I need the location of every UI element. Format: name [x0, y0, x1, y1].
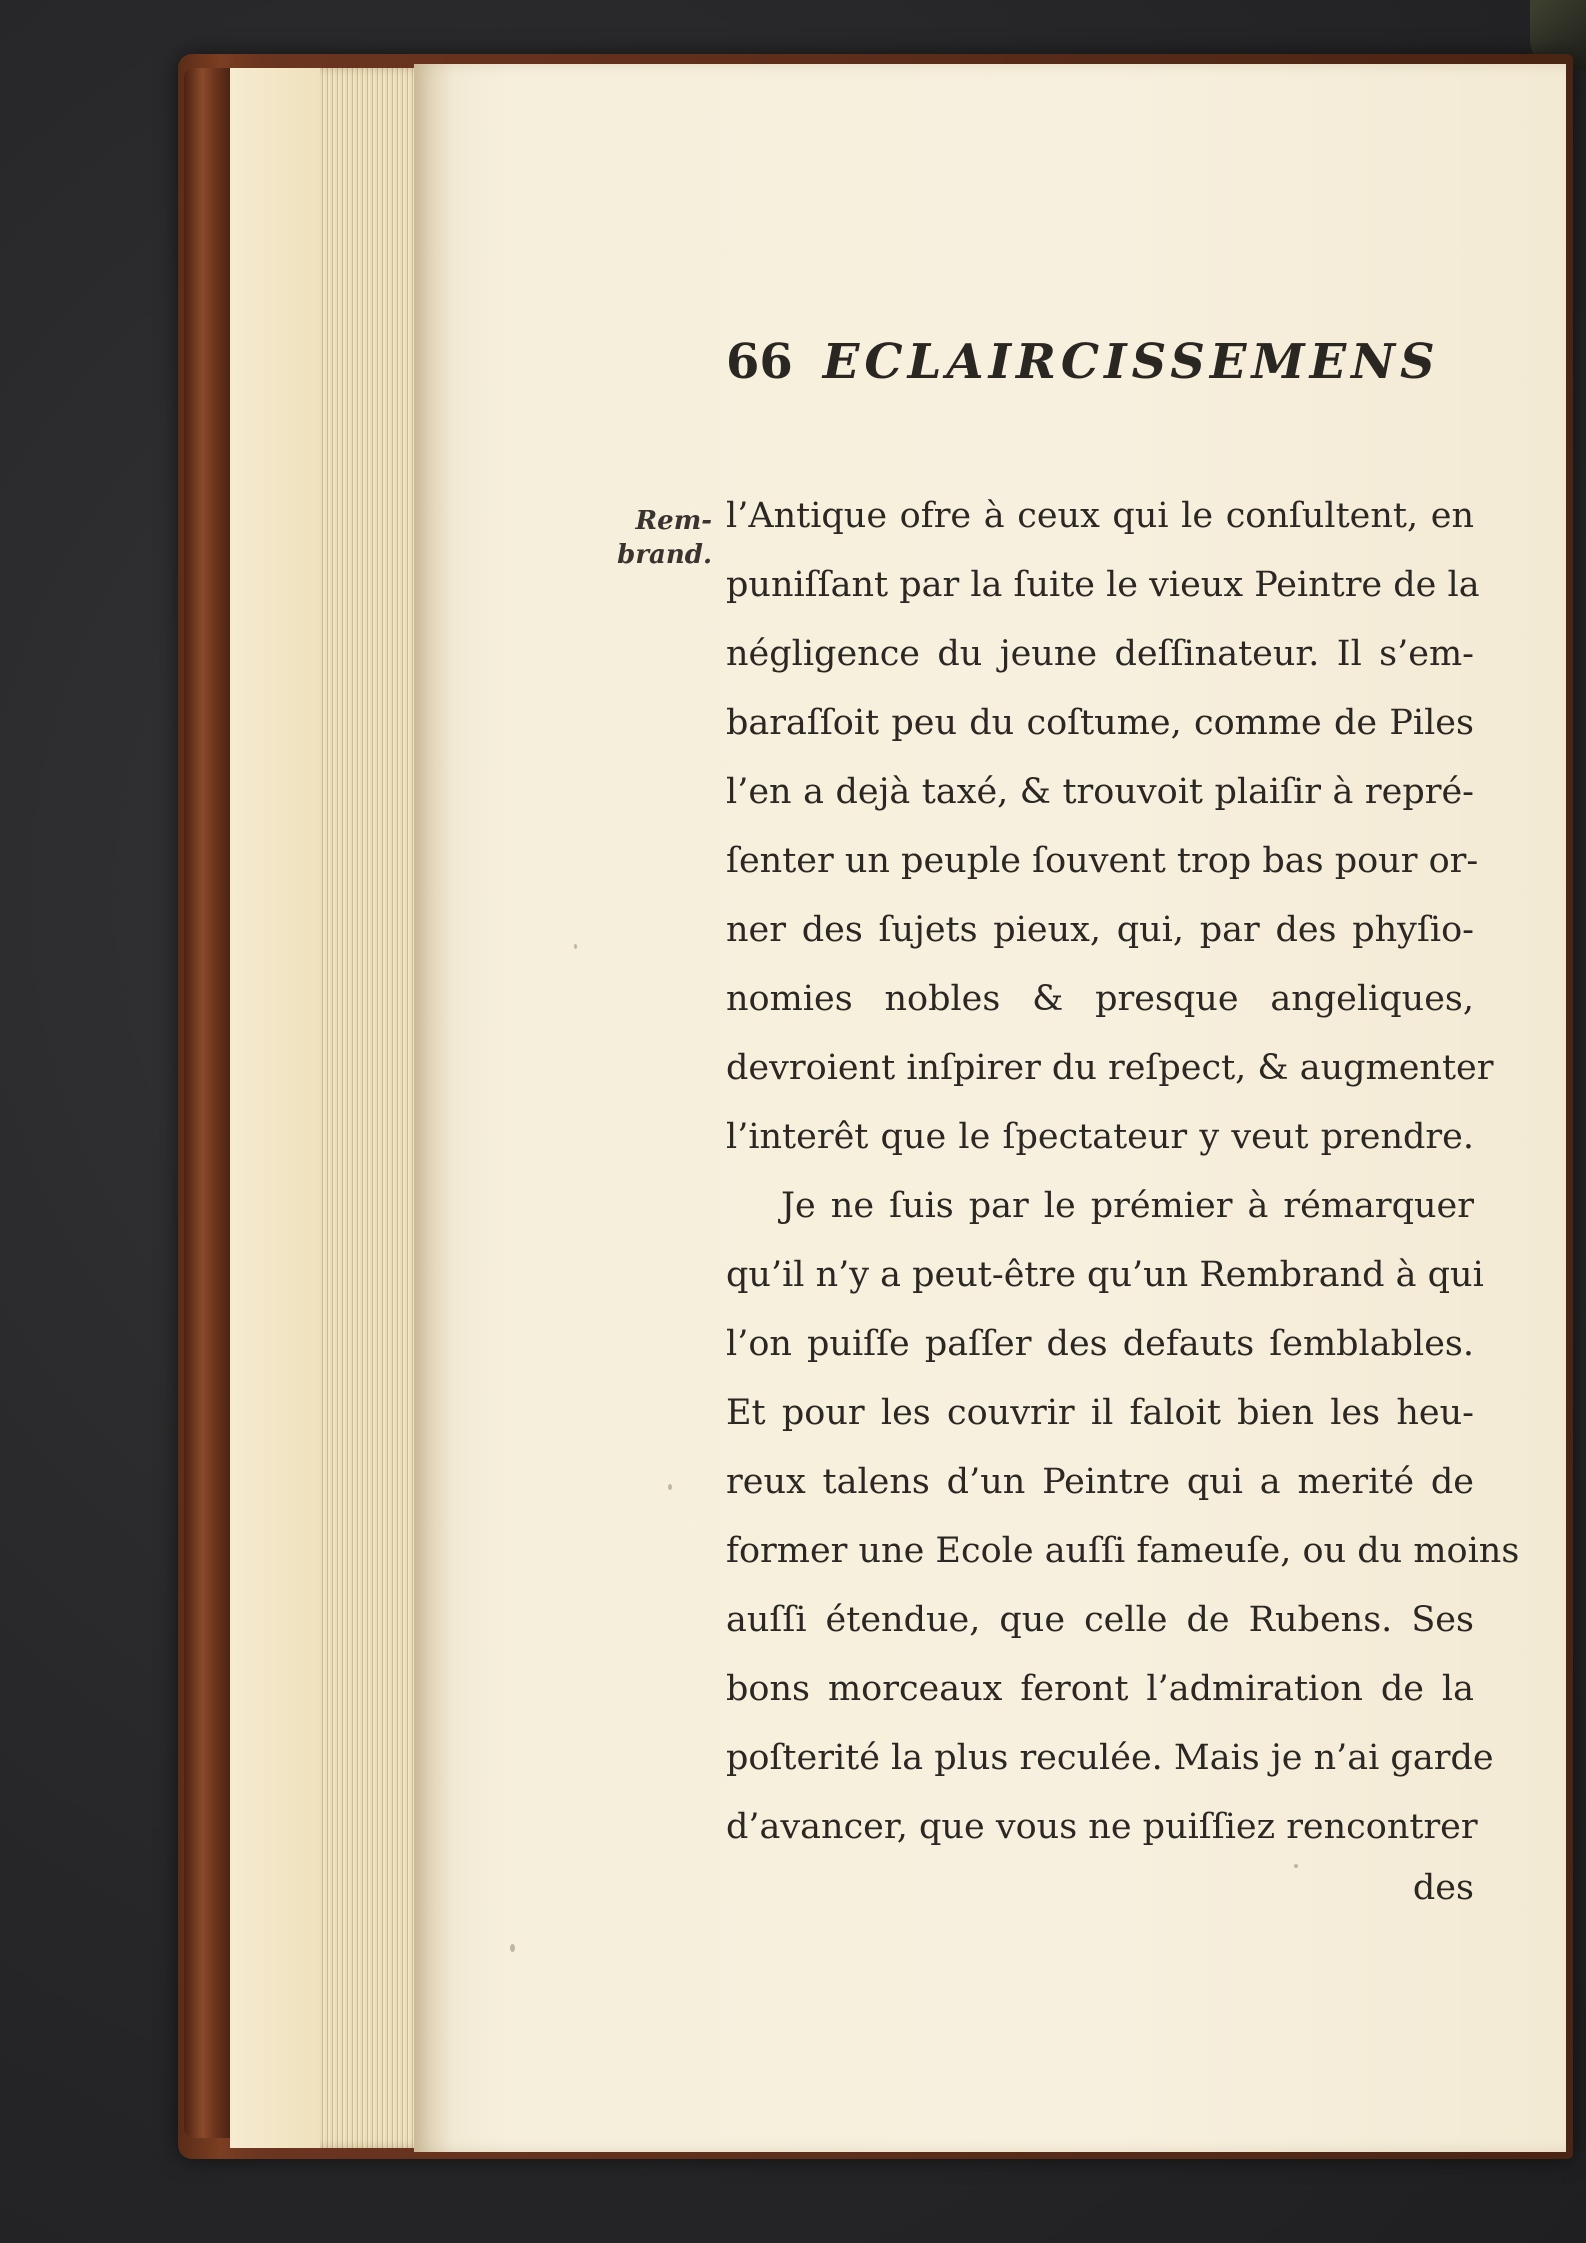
text-line: Et pour les couvrir il faloit bien les heu- — [726, 1393, 1474, 1433]
text-line: Je ne ſuis par le prémier à rémarquer — [781, 1186, 1474, 1226]
text-line: l’Antique ofre à ceux qui le conſultent, en — [726, 496, 1474, 536]
body-text — [726, 482, 1520, 1862]
gutter-shadow — [414, 64, 454, 2152]
text-line: l’on puiſſe paſſer des defauts ſemblables. — [726, 1324, 1474, 1364]
marginal-note-line: brand. — [617, 540, 712, 570]
book-page — [414, 64, 1566, 2152]
text-line: reux talens d’un Peintre qui a merité de — [726, 1462, 1474, 1502]
text-line: former une Ecole auſſi fameuſe, ou du moins — [726, 1531, 1520, 1571]
text-line: devroient inſpirer du reſpect, & augmenter — [726, 1048, 1494, 1088]
text-line: baraſſoit peu du coſtume, comme de Piles — [726, 703, 1474, 743]
text-line: l’interêt que le ſpectateur y veut prendre. — [726, 1117, 1474, 1157]
text-line: d’avancer, que vous ne puiſſiez rencontrer — [726, 1807, 1478, 1847]
text-line: négligence du jeune deſſinateur. Il s’em- — [726, 634, 1474, 674]
paper-speck — [510, 1944, 515, 1952]
text-line: qu’il n’y a peut-être qu’un Rembrand à qui — [726, 1255, 1484, 1295]
book-spine-edge — [184, 68, 230, 2138]
text-line: puniſſant par la ſuite le vieux Peintre de la — [726, 565, 1480, 605]
marginal-note — [594, 504, 712, 572]
catchword: des — [1412, 1868, 1474, 1908]
text-line: bons morceaux feront l’admiration de la — [726, 1669, 1474, 1709]
marginal-note-line: Rem- — [635, 506, 712, 536]
page-number: 66 — [726, 334, 793, 390]
text-line: l’en a dejà taxé, & trouvoit plaiſir à repré- — [726, 772, 1474, 812]
book — [178, 54, 1573, 2159]
running-title: ECLAIRCISSEMENS — [822, 334, 1440, 390]
text-line: auſſi étendue, que celle de Rubens. Ses — [726, 1600, 1474, 1640]
text-line: poſterité la plus reculée. Mais je n’ai garde — [726, 1738, 1494, 1778]
paper-speck — [574, 944, 577, 949]
paper-speck — [668, 1484, 672, 1490]
text-line: ſenter un peuple ſouvent trop bas pour or- — [726, 841, 1479, 881]
text-line: ner des ſujets pieux, qui, par des phyſio- — [726, 910, 1474, 950]
running-head — [726, 322, 1446, 402]
paper-speck — [1294, 1864, 1298, 1868]
page-block-front — [230, 68, 320, 2148]
text-line: nomies nobles & presque angeliques, — [726, 979, 1474, 1019]
